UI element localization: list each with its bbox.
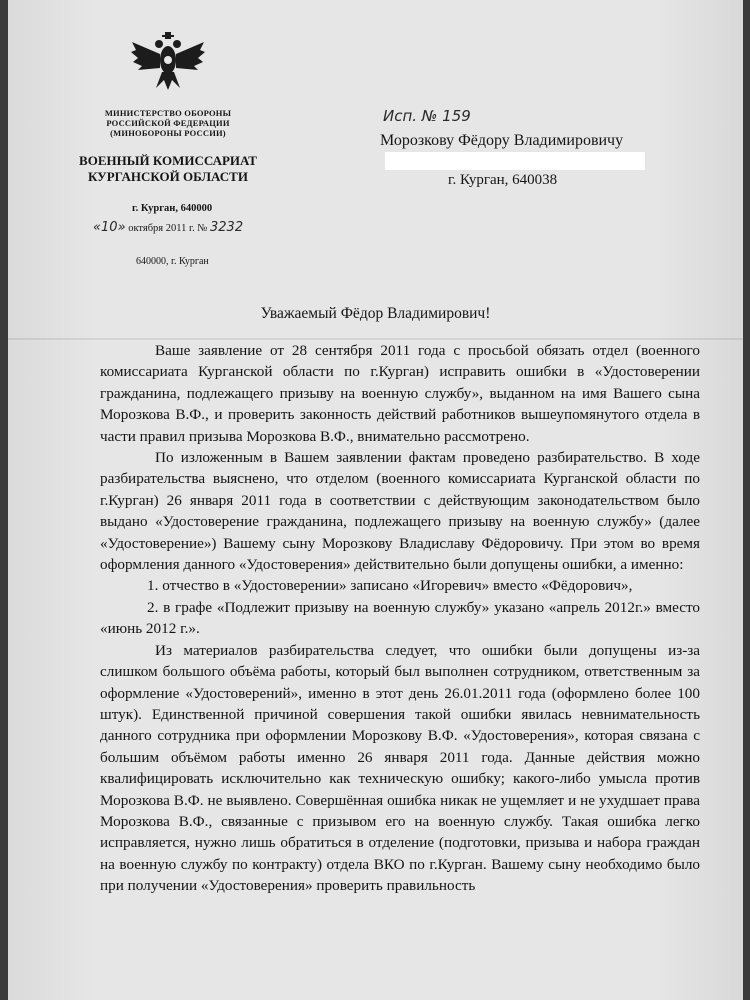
letter-page xyxy=(8,0,743,1000)
org-line: КУРГАНСКОЙ ОБЛАСТИ xyxy=(88,169,248,184)
recipient-city: г. Курган, 640038 xyxy=(448,172,558,188)
sender-postal: 640000, г. Курган xyxy=(136,256,209,267)
handwritten-day: «10» xyxy=(93,220,126,235)
date-text: октября 2011 г. № xyxy=(128,223,208,234)
ministry-line: РОССИЙСКОЙ ФЕДЕРАЦИИ xyxy=(106,118,230,128)
ministry-line: (МИНОБОРОНЫ РОССИИ) xyxy=(110,128,226,138)
body-paragraph: По изложенным в Вашем заявлении фактам проведено разбирательство. В ходе разбирательства выяснено, что отделом (военного комиссариата Курганской области по г.Курган) 26 января 2011 года в соответствии с действующим законодательством было выдано «Удостоверение гражданина, подлежащего призыву на военную службу» (далее «Удостоверение») Вашему сыну Морозкову Владиславу Фёдоровичу. При этом во время оформления данного «Удостоверения» действительно были допущены ошибки, а именно: xyxy=(100,449,700,574)
ministry-header xyxy=(68,108,268,138)
body-paragraph: Из материалов разбирательства следует, что ошибки были допущены из-за слишком большого объёма работы, который был выполнен сотрудником, ответственным за оформление «Удостоверений», именно в этот день 26.01.2011 года (оформлено более 100 штук). Единственной причиной совершения такой ошибки явилась невнимательность данного сотрудника при оформлении Морозкову В.Ф. «Удостоверения», которая связана с большим объёмом работы именно 26 января 2011 года. Данные действия можно квалифицировать исключительно как техническую ошибку; какого-либо умысла против Морозкова В.Ф. не выявлено. Совершённая ошибка никак не ущемляет и не ухудшает права Морозкова В.Ф., связанные с призывом его на военную службу. Такая ошибка легко исправляется, нужно лишь обратиться в отделение (подготовки, призыва и набора граждан на военную службу по контракту) отдела ВКО по г.Курган. Вашему сыну необходимо было при получении «Удостоверения» проверить правильность xyxy=(100,641,700,895)
handwritten-note: Исп. № 159 xyxy=(383,107,471,125)
double-headed-eagle-emblem-icon xyxy=(130,30,206,94)
ministry-line: МИНИСТЕРСТВО ОБОРОНЫ xyxy=(104,108,232,118)
organization-header xyxy=(63,153,273,185)
list-item: 2. в графе «Подлежит призыву на военную службу» указано «апрель 2012г.» вместо «июнь 2012 г.». xyxy=(100,598,700,638)
letter-body xyxy=(100,340,700,897)
handwritten-doc-number: 3232 xyxy=(210,220,244,235)
letter-date-line xyxy=(93,220,243,235)
body-paragraph: Ваше заявление от 28 сентября 2011 года с просьбой обязать отдел (военного комиссариата Курганской области по г.Курган) исправить ошибки в «Удостоверении гражданина, подлежащего призыву на военную службу», выданном на имя Вашего сына Морозкова В.Ф., и проверить законность действий работников вышеупомянутого отдела в части правил призыва Морозкова В.Ф., внимательно рассмотрено. xyxy=(100,342,700,445)
sender-city: г. Курган, 640000 xyxy=(132,203,213,214)
org-line: ВОЕННЫЙ КОМИССАРИАТ xyxy=(79,153,257,168)
redacted-address xyxy=(385,152,645,170)
recipient-name: Морозкову Фёдору Владимировичу xyxy=(380,132,624,149)
salutation: Уважаемый Фёдор Владимирович! xyxy=(260,305,491,322)
list-item: 1. отчество в «Удостоверении» записано «Игоревич» вместо «Фёдорович», xyxy=(147,577,633,595)
